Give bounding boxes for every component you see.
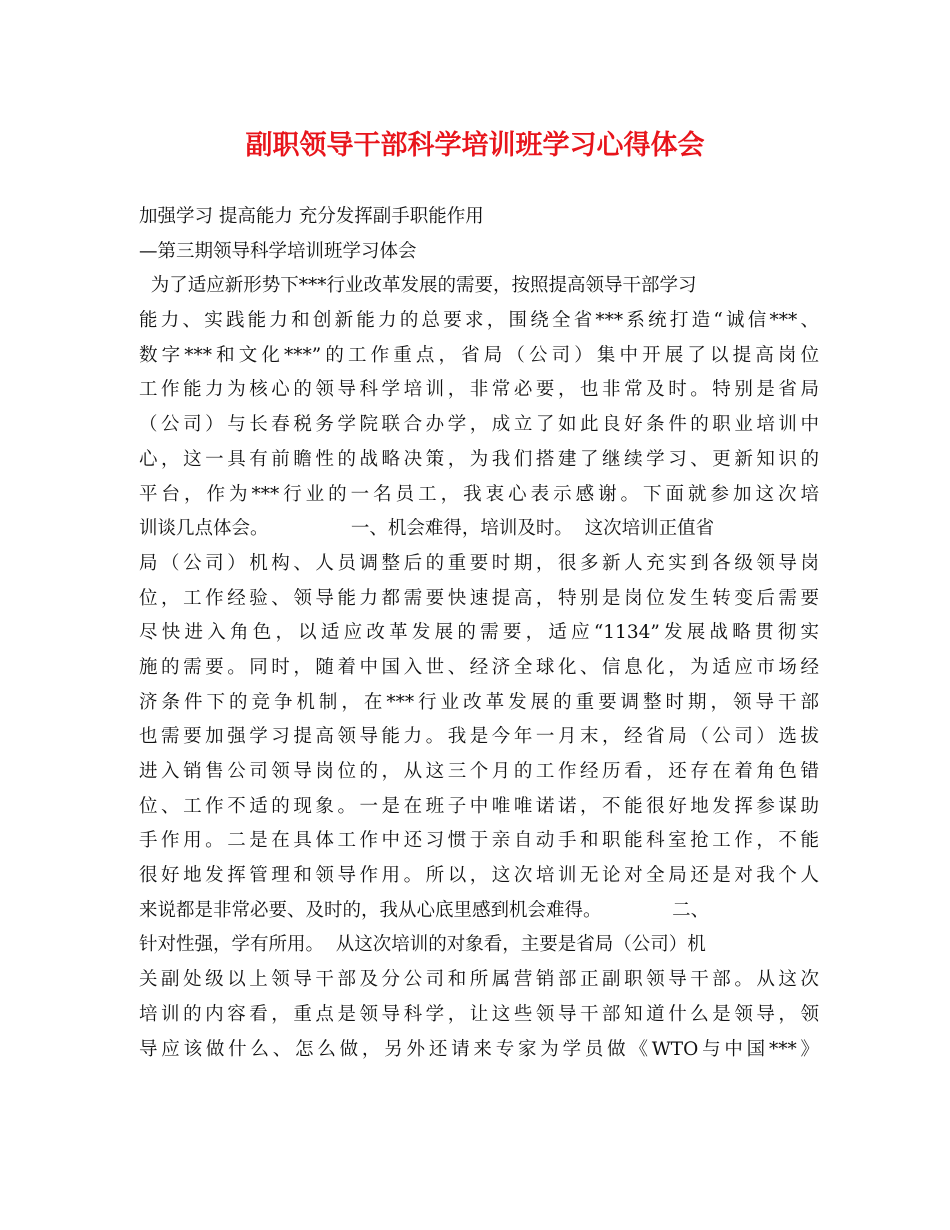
paragraph-line: 施的需要。同时，随着中国入世、经济全球化、信息化，为适应市场经 — [139, 656, 819, 678]
paragraph-line: 为了适应新形势下***行业改革发展的需要，按照提高领导干部学习 — [139, 275, 697, 297]
paragraph-line: 进入销售公司领导岗位的，从这三个月的工作经历看，还存在着角色错 — [139, 761, 819, 782]
paragraph-line: 关副处级以上领导干部及分公司和所属营销部正副职领导干部。从这次 — [139, 969, 819, 991]
paragraph-line: 济条件下的竞争机制，在***行业改革发展的重要调整时期，领导干部 — [139, 691, 819, 713]
paragraph-line: 来说都是非常必要、及时的，我从心底里感到机会难得。 二、 — [139, 899, 710, 921]
paragraph-line: 数字***和文化***”的工作重点，省局（公司）集中开展了以提高岗位 — [139, 344, 819, 366]
paragraph-line: 局（公司）机构、人员调整后的重要时期，很多新人充实到各级领导岗 — [139, 552, 819, 574]
subheading-line: —第三期领导科学培训班学习体会 — [139, 240, 417, 262]
heading-line: 加强学习 提高能力 充分发挥副手职能作用 — [139, 206, 484, 227]
paragraph-line: 位、工作不适的现象。一是在班子中唯唯诺诺，不能很好地发挥参谋助 — [139, 795, 819, 817]
paragraph-line: 也需要加强学习提高领导能力。我是今年一月末，经省局（公司）选拔 — [139, 726, 819, 748]
paragraph-line: 训谈几点体会。 一、机会难得，培训及时。 这次培训正值省 — [139, 518, 715, 540]
paragraph-line: （公司）与长春税务学院联合办学，成立了如此良好条件的职业培训中 — [139, 414, 819, 436]
paragraph-line: 尽快进入角色，以适应改革发展的需要，适应“1134”发展战略贯彻实 — [139, 622, 819, 644]
document-title: 副职领导干部科学培训班学习心得体会 — [245, 130, 705, 161]
document-body — [139, 200, 819, 1067]
paragraph-line: 心，这一具有前瞻性的战略决策，为我们搭建了继续学习、更新知识的 — [139, 448, 819, 470]
paragraph-line: 平台，作为***行业的一名员工，我衷心表示感谢。下面就参加这次培 — [139, 483, 819, 505]
paragraph-line: 培训的内容看，重点是领导科学，让这些领导干部知道什么是领导，领 — [139, 1003, 819, 1025]
paragraph-line: 能力、实践能力和创新能力的总要求，围绕全省***系统打造“诚信***、 — [139, 310, 819, 332]
paragraph-line: 位，工作经验、领导能力都需要快速提高，特别是岗位发生转变后需要 — [139, 587, 819, 609]
paragraph-line: 工作能力为核心的领导科学培训，非常必要，也非常及时。特别是省局 — [139, 379, 819, 401]
paragraph-line: 针对性强，学有所用。 从这次培训的对象看，主要是省局（公司）机 — [139, 934, 706, 956]
paragraph-line: 手作用。二是在具体工作中还习惯于亲自动手和职能科室抢工作，不能 — [139, 830, 819, 852]
paragraph-line: 很好地发挥管理和领导作用。所以，这次培训无论对全局还是对我个人 — [139, 865, 819, 887]
paragraph-line: 导应该做什么、怎么做，另外还请来专家为学员做《WTO与中国***》 — [139, 1038, 819, 1060]
